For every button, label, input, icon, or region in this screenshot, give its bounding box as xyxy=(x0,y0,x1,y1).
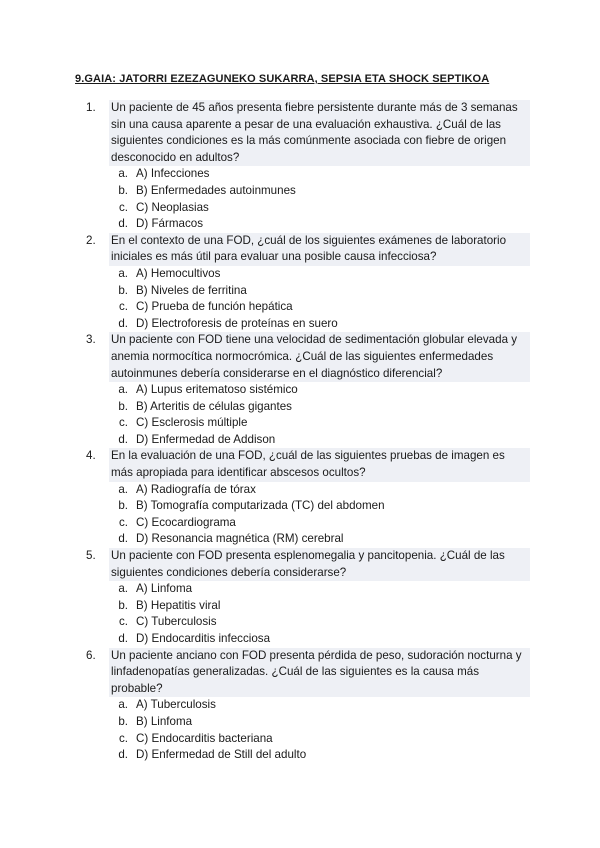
question-4 xyxy=(86,448,530,548)
question-number: 1. xyxy=(86,101,96,114)
option-letter: b. xyxy=(118,183,128,197)
option-text: C) Esclerosis múltiple xyxy=(136,416,248,430)
option-text: D) Electroforesis de proteínas en suero xyxy=(136,316,338,330)
question-stem: Un paciente de 45 años presenta fiebre persistente durante más de 3 semanas sin una causa aparente a pesar de una evaluación exhaustiva. ¿Cuál de las siguientes condiciones es la más comúnmente asociada con fiebre de origen desconocido en adultos? xyxy=(109,100,530,166)
option-c xyxy=(86,299,530,316)
option-b xyxy=(86,399,530,416)
option-letter: a. xyxy=(118,383,128,397)
question-5 xyxy=(86,548,530,648)
option-d xyxy=(86,216,530,233)
question-1 xyxy=(86,100,530,233)
option-text: C) Prueba de función hepática xyxy=(136,300,293,314)
option-a xyxy=(86,266,530,283)
option-text: C) Neoplasias xyxy=(136,200,209,214)
option-letter: d. xyxy=(118,532,128,546)
option-a xyxy=(86,697,530,714)
option-a xyxy=(86,166,530,183)
option-d xyxy=(86,432,530,449)
option-letter: b. xyxy=(118,399,128,413)
question-stem: Un paciente anciano con FOD presenta pérdida de peso, sudoración nocturna y linfadenopatías generalizadas. ¿Cuál de las siguientes es la causa más probable? xyxy=(109,648,530,698)
option-text: B) Enfermedades autoinmunes xyxy=(136,183,296,197)
option-letter: a. xyxy=(118,482,128,496)
option-text: B) Tomografía computarizada (TC) del abdomen xyxy=(136,499,385,513)
option-c xyxy=(86,200,530,217)
option-c xyxy=(86,415,530,432)
option-text: A) Lupus eritematoso sistémico xyxy=(136,383,298,397)
option-a xyxy=(86,382,530,399)
option-b xyxy=(86,598,530,615)
option-text: D) Enfermedad de Still del adulto xyxy=(136,748,307,762)
option-letter: c. xyxy=(118,300,128,314)
option-text: A) Linfoma xyxy=(136,582,193,596)
option-text: C) Ecocardiograma xyxy=(136,515,236,529)
option-c xyxy=(86,515,530,532)
option-text: D) Endocarditis infecciosa xyxy=(136,632,271,645)
option-text: A) Radiografía de tórax xyxy=(136,482,256,496)
option-letter: c. xyxy=(118,731,128,745)
option-text: C) Endocarditis bacteriana xyxy=(136,731,273,745)
option-letter: b. xyxy=(118,499,128,513)
option-text: A) Infecciones xyxy=(136,167,210,181)
option-a xyxy=(86,482,530,499)
question-number: 6. xyxy=(86,648,96,662)
question-stem: En el contexto de una FOD, ¿cuál de los siguientes exámenes de laboratorio iniciales es más útil para evaluar una posible causa infecciosa? xyxy=(109,233,530,266)
option-letter: a. xyxy=(118,698,128,712)
option-b xyxy=(86,283,530,300)
option-b xyxy=(86,183,530,200)
option-letter: c. xyxy=(118,200,128,214)
question-number: 3. xyxy=(86,333,96,347)
option-letter: d. xyxy=(118,316,128,330)
option-letter: d. xyxy=(118,748,128,762)
option-letter: c. xyxy=(118,515,128,529)
question-2 xyxy=(86,233,530,333)
option-c xyxy=(86,731,530,748)
question-number: 2. xyxy=(86,233,96,247)
option-text: A) Tuberculosis xyxy=(136,698,216,712)
option-b xyxy=(86,714,530,731)
option-d xyxy=(86,631,530,648)
question-number: 5. xyxy=(86,549,96,563)
option-letter: b. xyxy=(118,283,128,297)
option-letter: d. xyxy=(118,632,128,645)
option-text: D) Enfermedad de Addison xyxy=(136,432,276,446)
document-title: 9.GAIA: JATORRI EZEZAGUNEKO SUKARRA, SEPSIA ETA SHOCK SEPTIKOA xyxy=(75,73,490,85)
question-6 xyxy=(86,648,530,764)
option-letter: d. xyxy=(118,217,128,231)
option-text: B) Niveles de ferritina xyxy=(136,283,247,297)
option-text: B) Arteritis de células gigantes xyxy=(136,399,292,413)
option-text: D) Resonancia magnética (RM) cerebral xyxy=(136,532,344,546)
option-d xyxy=(86,747,530,764)
option-a xyxy=(86,581,530,598)
question-list xyxy=(86,100,530,764)
option-d xyxy=(86,531,530,548)
option-letter: d. xyxy=(118,432,128,446)
option-letter: a. xyxy=(118,167,128,181)
option-text: B) Hepatitis viral xyxy=(136,598,221,612)
option-text: C) Tuberculosis xyxy=(136,615,217,629)
option-text: B) Linfoma xyxy=(136,714,193,728)
option-text: A) Hemocultivos xyxy=(136,266,221,280)
question-number: 4. xyxy=(86,449,96,463)
question-stem: Un paciente con FOD presenta esplenomegalia y pancitopenia. ¿Cuál de las siguientes condiciones debería considerarse? xyxy=(109,548,530,581)
question-3 xyxy=(86,332,530,448)
option-text: D) Fármacos xyxy=(136,217,203,231)
question-stem: Un paciente con FOD tiene una velocidad de sedimentación globular elevada y anemia normocítica normocrómica. ¿Cuál de las siguientes enfermedades autoinmunes debería considerarse en el diagnóstico diferencial? xyxy=(109,332,530,382)
option-letter: b. xyxy=(118,714,128,728)
option-b xyxy=(86,498,530,515)
option-letter: c. xyxy=(118,416,128,430)
option-letter: a. xyxy=(118,266,128,280)
option-c xyxy=(86,614,530,631)
option-d xyxy=(86,316,530,333)
option-letter: c. xyxy=(118,615,128,629)
question-stem: En la evaluación de una FOD, ¿cuál de las siguientes pruebas de imagen es más apropiada para identificar abscesos ocultos? xyxy=(109,448,530,481)
option-letter: a. xyxy=(118,582,128,596)
option-letter: b. xyxy=(118,598,128,612)
